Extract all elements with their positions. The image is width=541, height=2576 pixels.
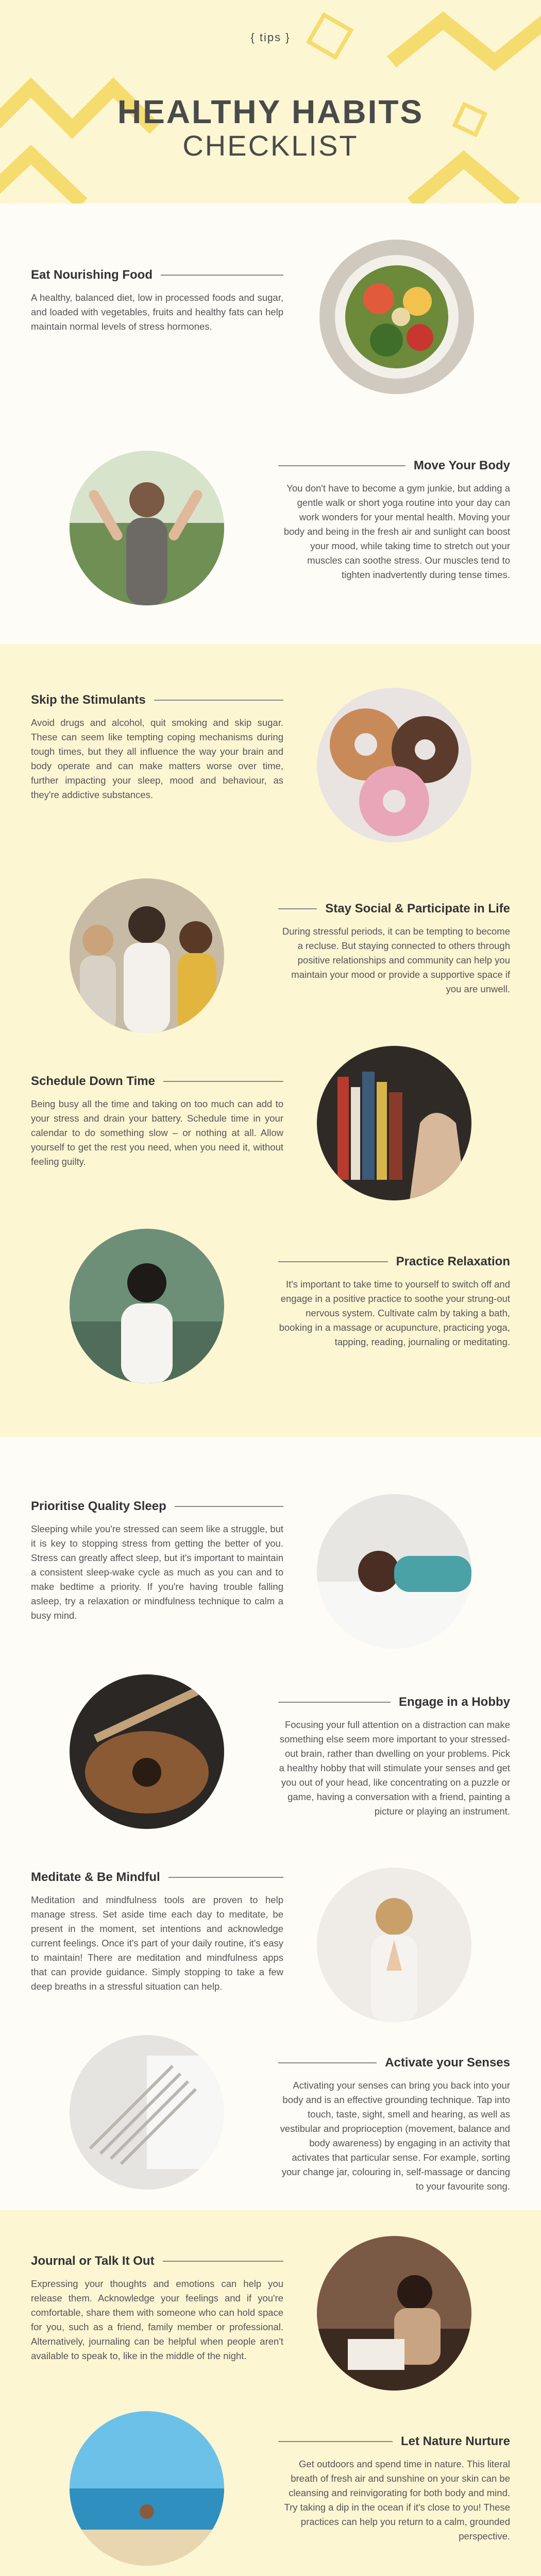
habit-body: You don't have to become a gym junkie, but adding a gentle walk or short yoga routine into your day can work wonders for your mental health. Moving your body and being in the fresh air and sunlight can boost your mood, while taking time to stretch out your muscles can soothe stress. Our muscles tend to tighten inadvertently during tense times. [283, 483, 510, 580]
friends-socialising-photo [70, 878, 224, 1033]
habit-title: Journal or Talk It Out [31, 2254, 155, 2268]
playing-guitar-photo [70, 1674, 224, 1829]
habit-title: Skip the Stimulants [31, 693, 146, 707]
habit-body: A healthy, balanced diet, low in processed foods and sugar, and loaded with vegetables, fruits and healthy fats can help maintain normal levels of stress hormones. [31, 292, 283, 332]
woman-meditating-photo [317, 1868, 471, 2022]
pencils-notebook-photo [70, 2035, 224, 2190]
habit-title: Eat Nourishing Food [31, 268, 153, 282]
habit-body: Focusing your full attention on a distraction can make something else seem more important to your stressed-out brain, rather than dwelling on your problems. Pick a healthy hobby that will stimulate your senses and get you out of your head, like concentrating on a puzzle or game, having a conversation with a friend, painting a picture or playing an instrument. [279, 1719, 510, 1817]
habit-skip-the-stimulants [31, 693, 283, 802]
page-subtitle: CHECKLIST [182, 129, 359, 162]
books-shelf-photo [317, 1046, 471, 1200]
woman-relaxing-photo [70, 1229, 224, 1383]
habit-body: Get outdoors and spend time in nature. This literal breath of fresh air and sunshine on your skin can be cleansing and reinvigorating for both body and mind. Try taking a dip in the ocean if it's close to you! These practices can help you return to a calm, grounded perspective. [284, 2459, 510, 2541]
habit-title: Activate your Senses [385, 2056, 510, 2070]
habit-title: Engage in a Hobby [398, 1695, 510, 1709]
habit-title: Meditate & Be Mindful [31, 1870, 160, 1884]
food-bowl-photo [319, 240, 474, 394]
habit-body: Expressing your thoughts and emotions can help you release them. Acknowledge your feelings and if you're comfortable, share them with someone who can hold space for you, such as a friend, family member or professional. Alternatively, journaling can be helpful when people aren't available to speak to, like in the middle of the night. [31, 2278, 283, 2361]
habit-schedule-down-time [31, 1074, 283, 1169]
habit-engage-in-a-hobby [278, 1695, 510, 1819]
habit-meditate-be-mindful [31, 1870, 283, 1994]
habit-let-nature-nurture [278, 2434, 510, 2544]
header-tag: { tips } [250, 31, 291, 44]
woman-sleeping-photo [317, 1494, 471, 1649]
habit-body: Meditation and mindfulness tools are proven to help manage stress. Set aside time each day to meditate, be present in the moment, set intentions and acknowledge current feelings. Once it's part of your daily routine, it's easy to maintain! There are meditation and mindfulness apps that can provide guidance. Simply stopping to take a few deep breaths in a stressful situation can help. [31, 1894, 283, 1992]
habit-body: It's important to take time to yourself to switch off and engage in a positive practice to soothe your strung-out nervous system. Cultivate calm by taking a bath, booking in a massage or acupuncture, practicing yoga, tapping, reading, journaling or meditating. [279, 1279, 510, 1347]
habit-body: During stressful periods, it can be tempting to become a recluse. But staying connected to others through positive relationships and community can help you maintain your mood or provide a supportive space if you are unwell. [282, 926, 510, 994]
habit-title: Let Nature Nurture [400, 2434, 510, 2448]
woman-exercising-photo [70, 451, 224, 605]
habit-title: Practice Relaxation [396, 1255, 510, 1268]
ocean-beach-photo [70, 2411, 224, 2566]
page-title: HEALTHY HABITS [117, 93, 424, 130]
habit-practice-relaxation [278, 1255, 510, 1349]
donuts-photo [317, 688, 471, 842]
habit-body: Sleeping while you're stressed can seem like a struggle, but it is key to stopping stress from getting the better of you. Stress can greatly affect sleep, but it's important to maintain a consistent sleep-wake cycle as much as you can and to make bedtime a priority. If you're having trouble falling asleep, try a relaxation or mindfulness technique to calm a busy mind. [31, 1523, 283, 1621]
habit-title: Prioritise Quality Sleep [31, 1499, 166, 1513]
habit-eat-nourishing-food [31, 268, 283, 334]
habit-body: Being busy all the time and taking on too much can add to your stress and drain your battery. Schedule time in your calendar to do something slow – or nothing at all. Allow yourself to get the rest you need, when you need it, without feeling guilty. [31, 1098, 283, 1167]
habit-title: Stay Social & Participate in Life [325, 902, 510, 916]
habit-prioritise-quality-sleep [31, 1499, 283, 1623]
habit-title: Move Your Body [413, 459, 510, 472]
habit-title: Schedule Down Time [31, 1074, 155, 1088]
header-banner [0, 0, 541, 204]
woman-journaling-photo [317, 2236, 471, 2391]
habit-move-your-body [278, 459, 510, 582]
habit-stay-social [278, 902, 510, 996]
habit-journal-or-talk-it-out [31, 2254, 283, 2363]
habit-body: Activating your senses can bring you back into your body and is an effective grounding technique. Tap into touch, taste, sight, smell and hearing, as well as vestibular and proprioception (movement, balance and body awareness) by engaging in an activity that activates that particular sense. For example, sorting your change jar, colouring in, self-massage or dancing to your favourite song. [280, 2080, 510, 2192]
habit-activate-your-senses [278, 2056, 510, 2194]
habit-body: Avoid drugs and alcohol, quit smoking and skip sugar. These can seem like tempting coping mechanisms during tough times, but they all influence the way your brain and body operate and can make matters worse over time, further impacting your sleep, mood and behaviour, as they're addictive substances. [31, 717, 283, 800]
